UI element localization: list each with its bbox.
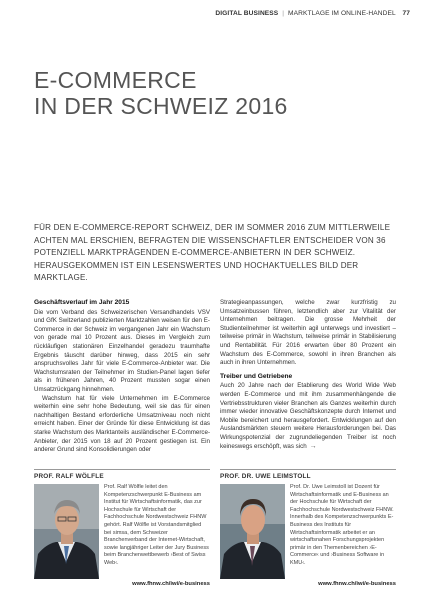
author-bio-leimstoll: [220, 469, 396, 587]
paragraph: Strategieanpassungen, welche zwar kurzfristig zu Umsatzeinbussen führen, letztendlich aber zur Vitalität der Unternehmen beitragen. Die grosse Mehrheit der Studienteilnehmer ist weiterhin agil unterwegs und investiert – teilweise primär in Wachstum, teilweise primär in Stabilisierung und Rentabilität. Für 2016 erwarten über 80 Prozent ein Wachstum des E-Commerce, sowohl in ihren Branchen als auch in ihren Unternehmen.: [220, 299, 396, 367]
paragraph: [220, 382, 396, 451]
subheading-drivers: Treiber und Getriebene: [220, 372, 293, 380]
intro-paragraph: FÜR DEN E-COMMERCE-REPORT SCHWEIZ, DER IM SOMMER 2016 ZUM MITTLERWEILE ACHTEN MAL ERSCHIEN, BEFRAGTEN DIE WISSENSCHAFTLER ENTSCHEIDER VON 36 POTENZIELL MARKTPRÄGENDEN E-COMMERCE-ANBIETERN IN DER SCHWEIZ. HERAUSGEKOMMEN IST EIN LESENSWERTES UND HOCHAKTUELLES BILD DER MARKTLAGE.: [34, 223, 391, 283]
author-link[interactable]: www.fhnw.ch/iwi/e-business: [132, 581, 210, 587]
paragraph: Die vom Verband des Schweizerischen Versandhandels VSV und GfK Switzerland publizierten Marktzahlen weisen für den E-Commerce in der Schweiz im vergangenen Jahr ein Wachstum von gerade mal 10 Prozent aus. Dieses im Vergleich zum rückläufigen stationären Einzelhandel geradezu traumhafte Ergebnis täuscht darüber hinweg, dass 2015 ein sehr anspruchsvolles Jahr für viele E-Commerce-Anbieter war. Die Wachstumsraten der Teilnehmer im Studien-Panel lagen tiefer als in früheren Jahren, 40 Prozent mussten sogar einen Umsatzrückgang hinnehmen.: [34, 308, 210, 393]
author-photo: [220, 484, 285, 579]
headline: [34, 67, 288, 119]
running-head: [215, 10, 410, 17]
author-description: Prof. Ralf Wölfle leitet den Kompetenzschwerpunkt E-Business am Institut für Wirtschaftsinformatik, das zur Hochschule für Wirtschaft der Fachhochschule Nordwestschweiz FHNW gehört. Ralf Wölfle ist Vorstandsmitglied bei simsa, dem Schweizer Branchenverband der Internet-Wirtschaft, sowie langjähriger Leiter der Jury Business beim Branchenwettbewerb ›Best of Swiss Web‹.: [104, 484, 209, 566]
section-label: DIGITAL BUSINESS: [215, 10, 279, 17]
continue-arrow-icon: →: [309, 442, 317, 450]
author-description: Prof. Dr. Uwe Leimstoll ist Dozent für Wirtschaftsinformatik und E-Business an der Hochschule für Wirtschaft der Fachhochschule Nordwestschweiz FHNW. Innerhalb des Kompetenzschwerpunkts E-Business des Instituts für Wirtschaftsinformatik arbeitet er an wirtschaftsnahen Forschungsprojekten primär in den Themenbereichen ›E-Commerce‹ und ›Business Software in KMU‹.: [290, 484, 394, 566]
author-photo: [34, 484, 99, 579]
author-name: PROF. DR. UWE LEIMSTOLL: [220, 469, 396, 480]
paragraph-text: Auch 20 Jahre nach der Etablierung des World Wide Web werden E-Commerce und mit ihm zusammenhängende die Vertriebsstrukturen vieler Branchen als Ganzes weiterhin durch immer wieder innovative Geschäftskonzepte durch Internet und Mobile bereichert und herausgefordert. Entwicklungen auf den Auslandsmärkten steuern weitere Herausforderungen bei. Das Wirkungspotenzial der zugrundeliegenden Treiber ist noch keineswegs erschöpft, was sich: [220, 382, 396, 450]
article-column-right: [220, 299, 396, 451]
author-link[interactable]: www.fhnw.ch/iwi/e-business: [318, 581, 396, 587]
header-separator: |: [282, 10, 285, 17]
author-name: PROF. RALF WÖLFLE: [34, 469, 210, 480]
headline-line-1: E-COMMERCE: [34, 67, 197, 93]
article-column-left: [34, 299, 210, 455]
author-bio-woelfle: [34, 469, 210, 587]
section-title: MARKTLAGE IM ONLINE-HANDEL: [288, 10, 396, 17]
subheading-business-2015: Geschäftsverlauf im Jahr 2015: [34, 299, 130, 306]
headline-line-2: IN DER SCHWEIZ 2016: [34, 93, 288, 119]
page-number: 77: [402, 10, 410, 17]
paragraph: Wachstum hat für viele Unternehmen im E-Commerce weiterhin eine sehr hohe Bedeutung, weil sie das für einen nachhaltigen Bestand erforderliche Umsatzniveau noch nicht erreicht haben. Einer der Gründe für diese Entwicklung ist das starke Wachstum des Marktanteils ausländischer E-Commerce-Anbieter, der 2015 von 18 auf 20 Prozent gestiegen ist. Ein anderer Grund sind Konsolidierungen oder: [34, 394, 210, 454]
